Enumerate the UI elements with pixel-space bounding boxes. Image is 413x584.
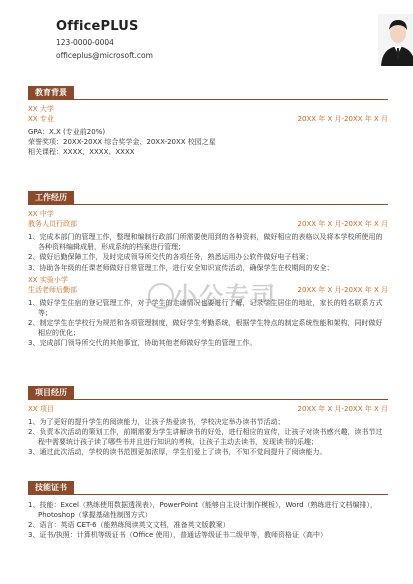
work-org-1: XX 中学 bbox=[28, 210, 54, 218]
list-item: 3、完成部门领导所交代的其他事宜，协助其他老师做好学生的管理工作。 bbox=[28, 339, 257, 348]
work-role-2: 生活老师后勤部 bbox=[28, 285, 77, 294]
work-heading bbox=[28, 191, 388, 205]
list-item: 1、为了更好的提升学生的阅读能力，让孩子热爱读书，学校决定举办读书节活动； bbox=[28, 418, 285, 426]
project-date: 20XX 年 X 月-20XX 年 X 月 bbox=[297, 405, 388, 413]
avatar-photo bbox=[378, 14, 413, 66]
school-name: XX 大学 bbox=[28, 105, 54, 113]
work-date-2: 20XX 年 X 月-20XX 年 X 月 bbox=[297, 285, 388, 294]
list-item: 2、负责本次活动的策划工作，前期需要为学生讲解读书的好处，进行相应的宣传，让孩子对读书感兴趣，读书节过程中需要统计孩子读了哪些书并且进行知识的考核，让孩子主动去读书，发现读书的乐趣； bbox=[28, 428, 383, 447]
section-divider bbox=[28, 204, 388, 205]
skills-section bbox=[28, 481, 388, 541]
project-name: XX 项目 bbox=[28, 405, 54, 413]
section-divider bbox=[28, 99, 388, 100]
list-item: 1、完成本部门的管理工作，整理和编制行政部门所需要使用到的各种资料，做好相应的表格以及将本学校所使用的各种资料编辑成册，形成系统的档案进行管理； bbox=[28, 233, 383, 252]
major-row bbox=[28, 114, 388, 125]
education-title: 教育背景 bbox=[28, 86, 74, 100]
education-date: 20XX 年 X 月-20XX 年 X 月 bbox=[297, 115, 388, 124]
education-section bbox=[28, 86, 388, 158]
list-item: 2、做好后勤保障工作，及时完成领导所交代的各项任务，熟悉运用办公软件做好电子档案； bbox=[28, 253, 313, 262]
major: XX 专业 bbox=[28, 115, 54, 124]
list-item: 1、技能：Excel（熟练使用数据透视表），PowerPoint（能够自主设计制作模板），Word（熟练进行文档编排），Photoshop（掌握基础性制图方式） bbox=[28, 501, 378, 520]
list-item: 2、语言：英语 CET-6（能熟练阅读英文文档，准备英文版教案） bbox=[28, 521, 230, 530]
email-address: officeplus@microsoft.com bbox=[56, 51, 153, 60]
list-item: 1、做好学生住宿的登记管理工作，对于学生的走读情况也要进行了解，记录学生居住的地址，家长的姓名联系方式等； bbox=[28, 298, 383, 317]
section-divider bbox=[28, 494, 388, 495]
list-item: 3、通过此次活动，学校的读书范围更加浓厚，学生们爱上了读书，不知不觉间提升了阅读能力。 bbox=[28, 448, 327, 457]
project-row bbox=[28, 404, 388, 415]
honors: 荣誉奖项：20XX-20XX 综合奖学金、20XX-20XX 校园之星 bbox=[28, 138, 216, 147]
gpa: GPA：X.X (专业前20%) bbox=[28, 128, 106, 137]
section-divider bbox=[28, 399, 388, 400]
list-item: 3、协助各年级的任课老师做好日常管理工作，进行安全知识宣传活动，确保学生在校期间的安全； bbox=[28, 263, 334, 272]
candidate-name: OfficePLUS bbox=[56, 19, 139, 34]
skills-heading bbox=[28, 481, 388, 495]
list-item: 3、证书/执照：计算机等级证书（Office 使用），普通话等级证书二级甲等，教师资格证（高中） bbox=[28, 531, 327, 540]
work-date-1: 20XX 年 X 月-20XX 年 X 月 bbox=[297, 220, 388, 229]
work-role-1: 教务人员行政部 bbox=[28, 220, 77, 229]
education-heading bbox=[28, 86, 388, 100]
courses: 相关课程：XXXX、XXXX、XXXX bbox=[28, 148, 135, 157]
work-section bbox=[28, 191, 388, 349]
work-role-row-1 bbox=[28, 219, 388, 230]
project-title: 项目经历 bbox=[28, 386, 74, 400]
skills-title: 技能证书 bbox=[28, 481, 74, 495]
project-heading bbox=[28, 386, 388, 400]
work-title: 工作经历 bbox=[28, 191, 74, 205]
watermark-text: 小公专司 bbox=[173, 282, 277, 310]
work-org-2: XX 实验小学 bbox=[28, 275, 68, 284]
list-item: 2、制定学生在学校行为规范和各项管理制度，做好学生考勤系统，根据学生特点的制定系统性能和架构，同时做好相应的优化； bbox=[28, 319, 383, 338]
project-section bbox=[28, 386, 388, 458]
resume-header bbox=[28, 0, 387, 80]
phone-number: 123-0000-0004 bbox=[56, 38, 114, 47]
